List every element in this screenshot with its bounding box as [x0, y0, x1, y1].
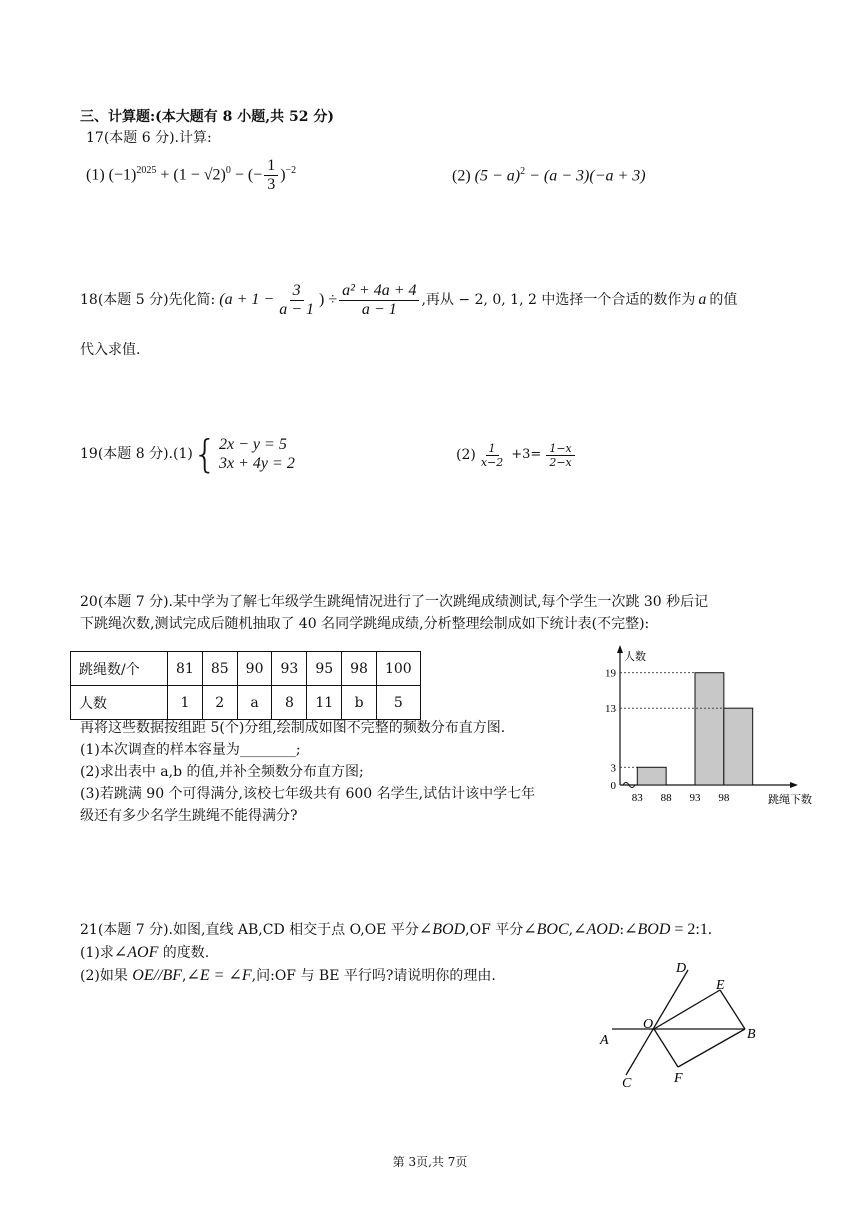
q20-sub3-line1: (3)若跳满 90 个可得满分,该校七年级共有 600 名学生,试估计该中学七年	[80, 786, 536, 802]
q17-part1: (1) $(-1)^{2025} + (1 - √2)^0$ − (− $\frac{1}{3}$ )$^{-2}$	[86, 157, 297, 194]
histogram-bar	[637, 767, 666, 785]
y-axis-arrow-icon	[617, 645, 623, 653]
q19-part1: 19(本题 8 分).(1) { 2x − y = 5 3x + 4y = 2	[80, 432, 295, 476]
point-label-b: B	[747, 1027, 756, 1042]
q20-sub1: (1)本次调查的样本容量为________;	[80, 742, 301, 758]
q21-sub1: (1)求∠AOF 的度数.	[80, 944, 210, 961]
q20-line1: 20(本题 7 分).某中学为了解七年级学生跳绳情况进行了一次跳绳成绩测试,每个学生一次跳 30 秒后记	[80, 594, 709, 610]
point-label-o: O	[643, 1017, 654, 1032]
q19-fraction-1: $\frac{1}{x-2}$	[480, 441, 504, 469]
q20-sub3-line2: 级还有多少名学生跳绳不能得满分?	[80, 808, 298, 824]
geometry-figure	[590, 960, 770, 1092]
y-axis-label: 人数	[624, 651, 646, 663]
point-label-f: F	[674, 1071, 683, 1086]
q19-fraction-2: $\frac{1-x}{2-x}$	[546, 442, 574, 469]
point-label-e: E	[716, 978, 725, 993]
q17-fraction: $\frac{1}{3}$	[264, 157, 278, 194]
section-title: 三、计算题:(本大题有 8 小题,共 52 分)	[80, 109, 335, 125]
point-label-d: D	[676, 961, 687, 976]
table-row: 跳绳数/个 81 85 90 93 95 98 100	[71, 652, 421, 686]
point-label-a: A	[600, 1033, 609, 1048]
y-tick-label: 0	[610, 780, 616, 792]
q20-line3: 再将这些数据按组距 5(个)分组,绘制成如图不完整的频数分布直方图.	[80, 720, 506, 736]
q18-fraction-1: $\frac{3}{a - 1}$	[279, 281, 314, 318]
histogram-bar	[724, 708, 753, 785]
q18-line2: 代入求值.	[80, 342, 141, 358]
q20-sub2: (2)求出表中 a,b 的值,并补全频数分布直方图;	[80, 764, 364, 780]
q20-line2: 下跳绳次数,测试完成后随机抽取了 40 名同学跳绳成绩,分析整理绘制成如下统计表(不完整):	[80, 616, 650, 632]
point-label-c: C	[622, 1076, 632, 1091]
q21-line1: 21(本题 7 分).如图,直线 AB,CD 相交于点 O,OE 平分∠BOD,OF 平分∠BOC,∠AOD:∠BOD = 2:1.	[80, 921, 712, 938]
q21-sub2: (2)如果 OE//BF,∠E = ∠F,问:OF 与 BE 平行吗?请说明你的理由.	[80, 967, 496, 984]
x-axis-label: 跳绳下数	[768, 794, 812, 806]
x-tick-label: 88	[660, 792, 672, 804]
x-axis-arrow-icon	[790, 782, 798, 788]
segment-eb	[720, 990, 745, 1029]
q17-part2: (2) $(5 - a)^2 - (a - 3)(-a + 3)$	[452, 166, 646, 185]
line-cd	[626, 970, 688, 1075]
q17-header: 17(本题 6 分).计算:	[86, 130, 212, 146]
left-brace-icon: {	[192, 432, 218, 476]
x-tick-label: 83	[631, 792, 643, 804]
frequency-histogram	[590, 640, 840, 810]
q17-part1-label: (1)	[86, 166, 105, 184]
histogram-bar	[695, 673, 724, 785]
x-tick-label: 98	[718, 792, 730, 804]
y-tick-label: 13	[605, 703, 616, 716]
table-row: 人数 1 2 a 8 11 b 5	[71, 686, 421, 720]
segment-of	[654, 1029, 678, 1067]
segment-fb	[678, 1029, 745, 1067]
y-tick-label: 19	[605, 667, 616, 680]
q19-part2: (2) $\frac{1}{x-2}$ +3= $\frac{1-x}{2-x}$	[456, 440, 577, 470]
q18-line1: 18(本题 5 分)先化简: (a + 1 − $\frac{3}{a - 1}$ ) ÷ $\frac{\text{a² + 4a + 4}}{a - 1}$ ,再从 − 2, 0, 1, 2 中选择一个合适的数作为 a 的值	[80, 281, 738, 318]
score-table	[70, 651, 421, 720]
page-footer: 第 3页,共 7页	[392, 1155, 468, 1169]
segment-oe	[654, 990, 720, 1029]
q19-equation-system: { 2x − y = 5 3x + 4y = 2	[192, 432, 295, 476]
y-tick-label: 3	[610, 762, 616, 775]
q18-fraction-2: $\frac{\text{a² + 4a + 4}}{a - 1}$	[339, 282, 419, 319]
x-tick-label: 93	[689, 792, 701, 804]
